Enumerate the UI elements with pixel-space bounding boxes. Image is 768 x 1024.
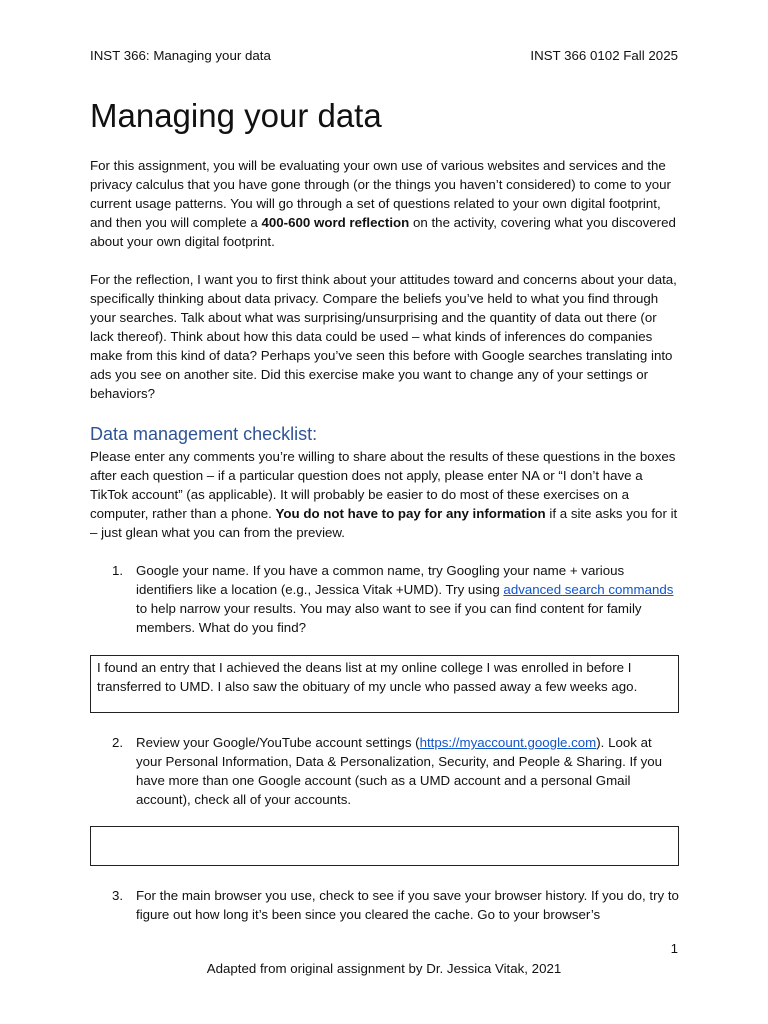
item-text-1: Google your name. If you have a common name, try Googling your name + various identifiers like a location (e.g., Jessica Vitak +UMD). Try using [136,563,625,597]
reflection-paragraph: For the reflection, I want you to first think about your attitudes toward and concerns about your data, specifically thinking about data privacy. Compare the beliefs you’ve held to what you find through your searches. Talk about what was surprising/unsurprising and the quantity of data out there (or lack thereof). Think about how this data could be used – what kinds of inferences do companies make from this kind of data? Perhaps you’ve seen this before with Google searches translating into ads you see on another site. Did this exercise make you want to change any of your settings or behaviors? [90,272,677,401]
header-section: INST 366 0102 Fall 2025 [530,48,678,63]
item-text-1: Review your Google/YouTube account settings ( [136,735,420,750]
answer-box-2[interactable] [90,826,679,866]
checklist-heading: Data management checklist: [90,424,318,444]
page-number: 1 [670,941,678,956]
item-number: 2. [112,735,124,750]
checklist-item-2 [112,733,680,813]
item-text [136,733,680,809]
checklist-bold: You do not have to pay for any information [275,506,546,521]
answer-box-1[interactable]: I found an entry that I achieved the deans list at my online college I was enrolled in before I transferred to UMD. I also saw the obituary of my uncle who passed away a few weeks ago. [90,655,679,713]
checklist-text-1: Please enter any comments you’re willing to share about the results of these questions in the boxes after each question – if a particular question does not apply, please enter NA or “I don’t have a TikTok account” (as applicable). It will probably be easier to do most of these exercises on a computer, rather than a phone. [90,449,676,521]
item-number: 1. [112,563,124,578]
header-course-title: INST 366: Managing your data [90,48,271,63]
advanced-search-link[interactable]: advanced search commands [503,582,674,597]
item-text: For the main browser you use, check to see if you save your browser history. If you do, try to figure out how long it’s been since you cleared the cache. Go to your browser’s [136,888,679,922]
item-text-2: ). Look at your Personal Information, Data & Personalization, Security, and People & Sharing. If you have more than one Google account (such as a UMD account and a personal Gmail account), check all of your accounts. [136,735,663,807]
intro-text-2: on the activity, covering what you discovered about your own digital footprint. [90,215,676,249]
item-number: 3. [112,888,124,903]
checklist-text-2: if a site asks you for it – just glean what you can from the preview. [90,506,678,540]
checklist-item-1 [112,561,680,641]
item-text-2: to help narrow your results. You may also want to see if you can find content for family members. What do you find? [136,601,642,635]
google-account-link[interactable]: https://myaccount.google.com [419,735,597,750]
checklist-intro [90,447,680,542]
intro-bold: 400-600 word reflection [261,215,410,230]
item-text [136,561,680,637]
document-title: Managing your data [90,97,382,134]
intro-text-1: For this assignment, you will be evaluating your own use of various websites and services and the privacy calculus that you have gone through (or the things you haven’t considered) to come to your current usage patterns. You will go through a set of questions related to your own digital footprint, and then you will complete a [90,158,671,230]
page-footer: Adapted from original assignment by Dr. Jessica Vitak, 2021 [206,961,562,976]
checklist-item-3 [112,886,680,926]
page-header [90,47,678,65]
intro-paragraph [90,156,680,251]
